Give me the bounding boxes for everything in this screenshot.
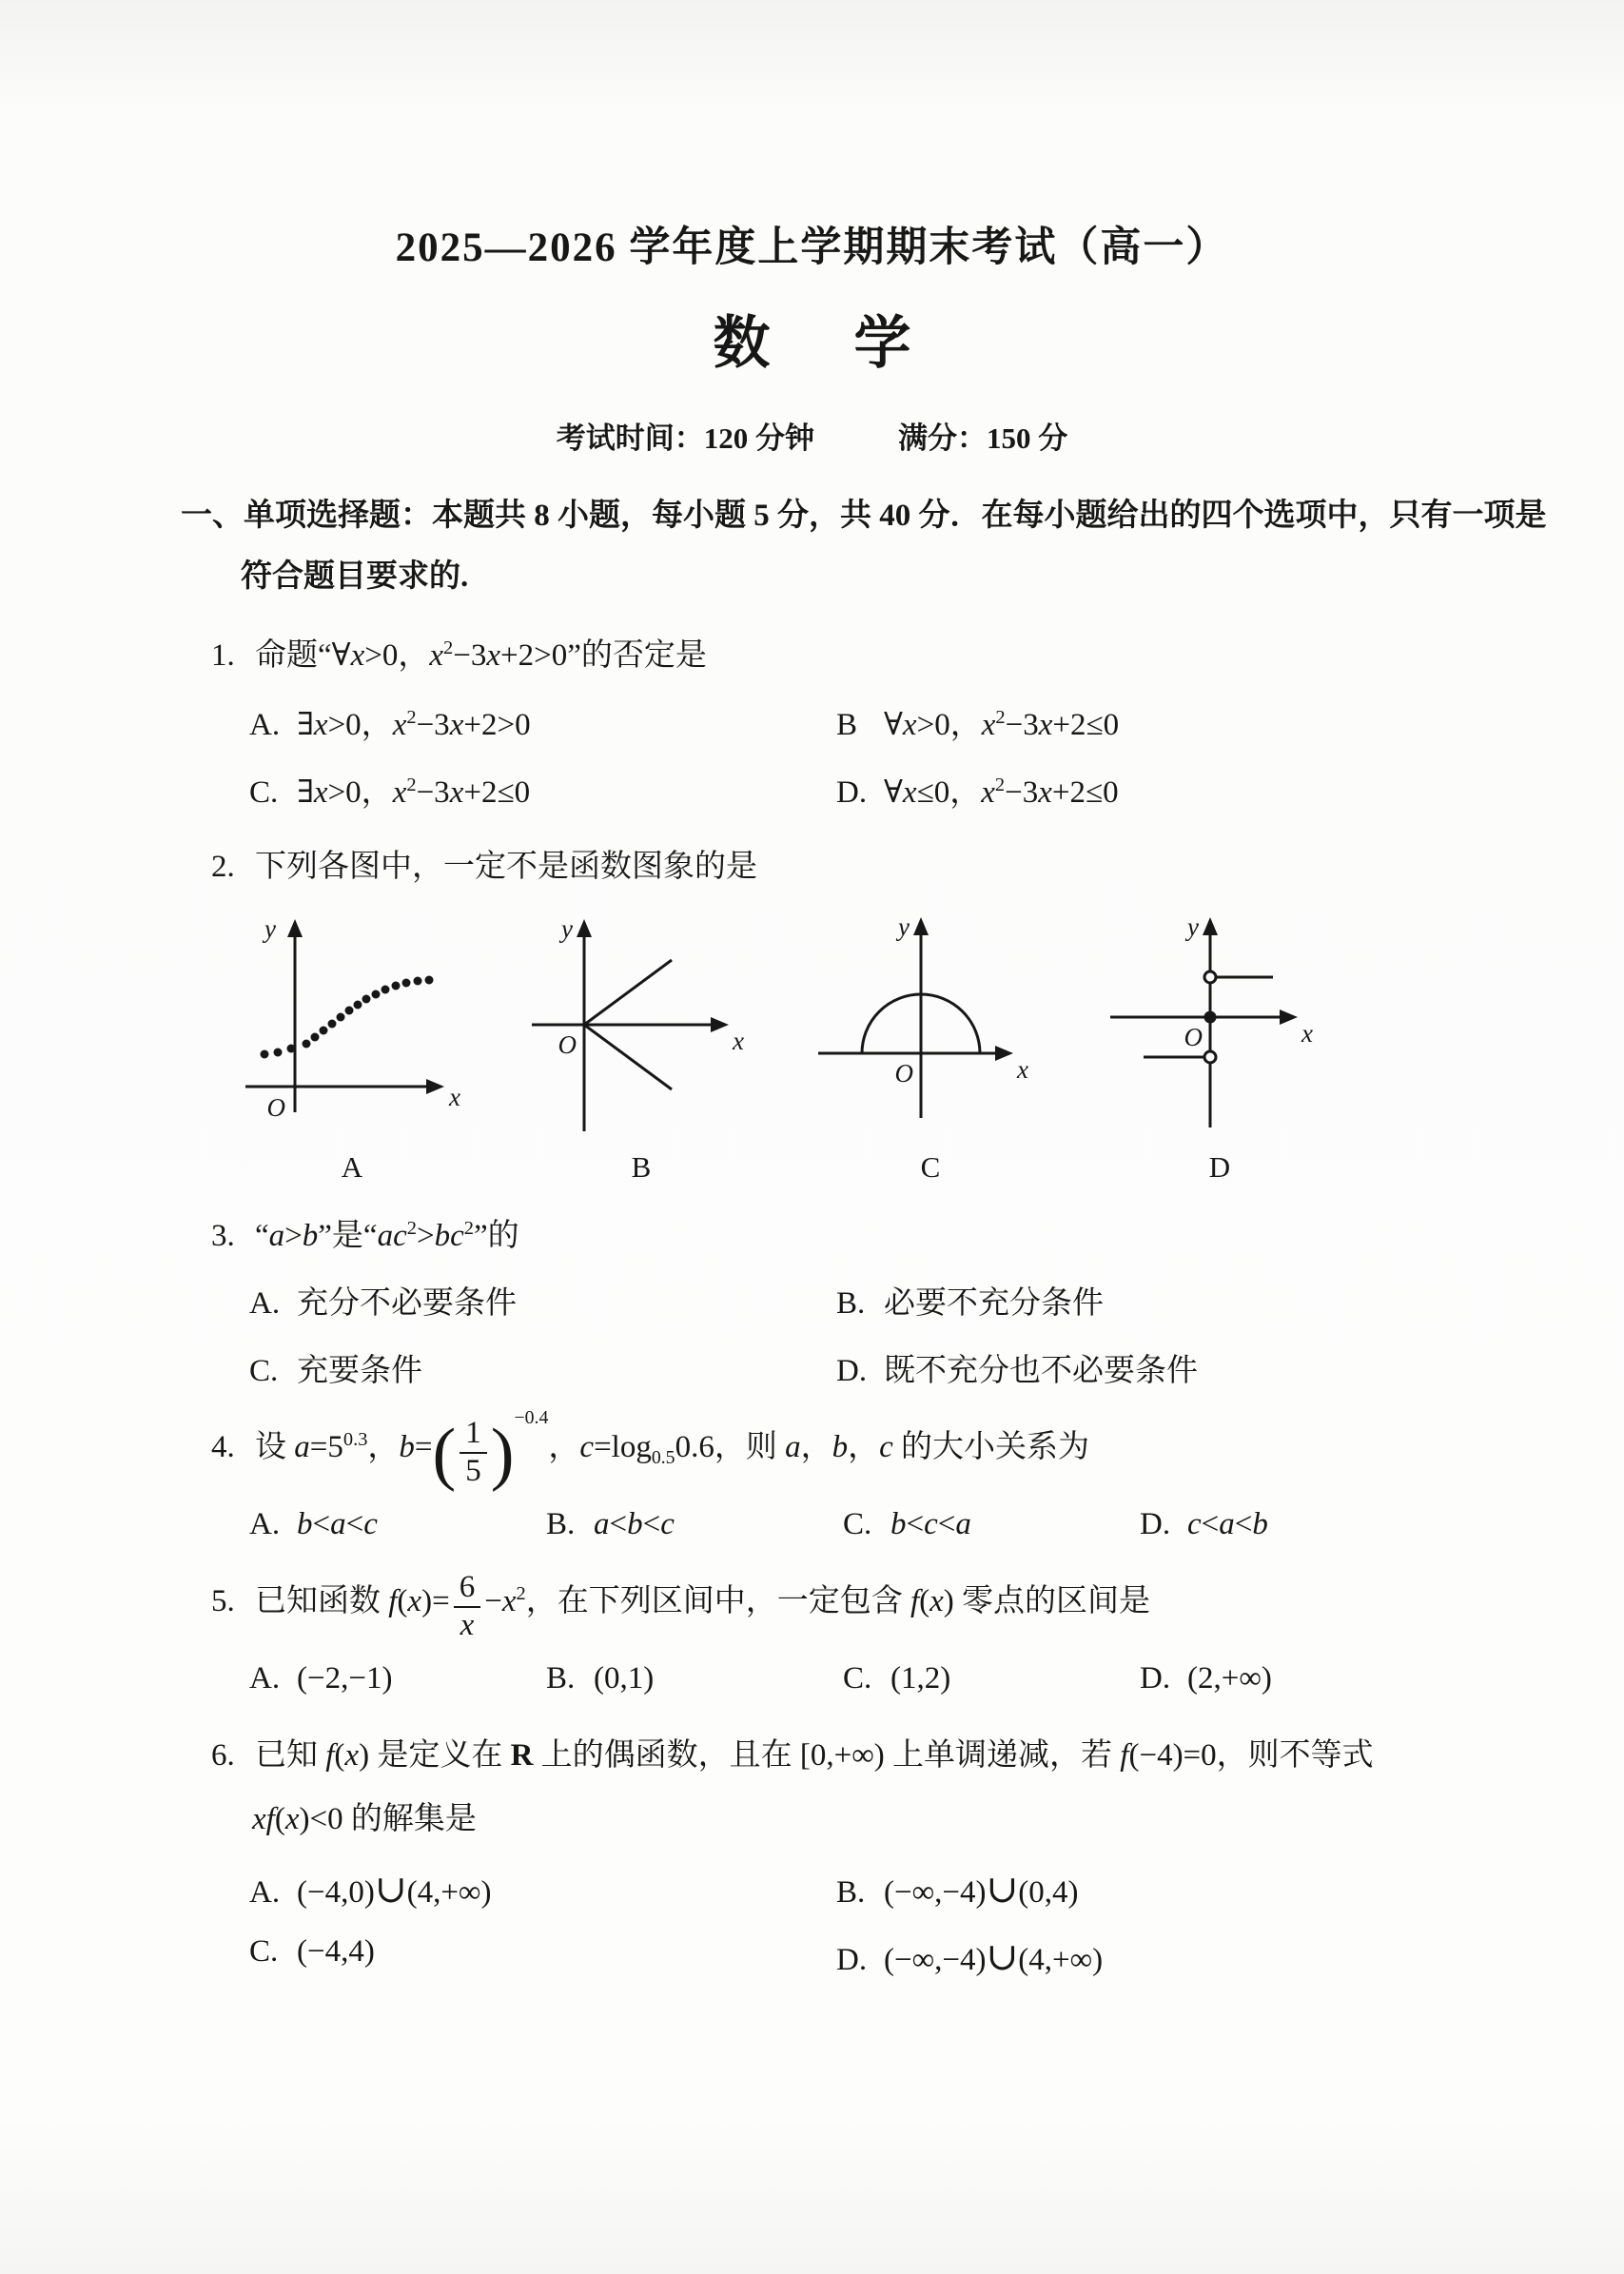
question-2 <box>0 840 1624 1185</box>
question-2-text: 下列各图中，一定不是函数图象的是 <box>255 849 757 884</box>
axis-x-label: x <box>733 1026 744 1055</box>
question-5-number: 5. <box>211 1584 235 1619</box>
q4-option-b: B. a<b<c <box>546 1507 675 1542</box>
graph-c-plot <box>807 911 1054 1148</box>
question-1-stem <box>211 629 1548 682</box>
question-4-text: 设 $a=5^{0.3}$，b=( $\frac{1}{5}$ )$^{-0.4}$，$c=\log_{0.5}0.6$，则 a，b，c 的大小关系为 <box>255 1407 1089 1493</box>
question-6-number: 6. <box>211 1738 235 1774</box>
question-5-options <box>249 1661 1567 1696</box>
question-5-text: 已知函数 f(x)= $\frac{6}{x}$ $-x^2$，在下列区间中，一定包含 f(x) 零点的区间是 <box>255 1570 1151 1642</box>
q4-option-c: C. b<c<a <box>843 1507 971 1542</box>
question-4-stem <box>211 1407 1548 1493</box>
q6-option-c: C. (−4,4) <box>249 1933 375 1969</box>
q3-option-a: A. 充分不必要条件 <box>249 1285 517 1321</box>
graph-a-label: A <box>341 1149 363 1184</box>
axis-origin-label: O <box>894 1058 913 1088</box>
question-3-options <box>249 1278 1567 1390</box>
q1-option-c: C. ∃x>0，$x^2-3x+2\le 0$ <box>249 774 531 810</box>
q1-option-d: D. ∀x≤0，$x^2-3x+2\le 0$ <box>836 774 1119 810</box>
question-6-text: 已知 f(x) 是定义在 R 上的偶函数，且在 [0,+∞) 上单调递减，若 f(−4)=0，则不等式 <box>255 1738 1374 1774</box>
graph-b-plot <box>518 911 765 1148</box>
axis-origin-label: O <box>1184 1022 1203 1051</box>
q2-graph-d <box>1096 911 1343 1185</box>
q6-option-d: D. (−∞,−4)∪(4,+∞) <box>836 1934 1104 1978</box>
q3-option-b: B. 必要不充分条件 <box>836 1285 1104 1321</box>
q5-option-b: B. (0,1) <box>546 1661 655 1696</box>
question-6 <box>0 1729 1624 1978</box>
question-4 <box>0 1407 1624 1542</box>
q5-option-a: A. (−2,−1) <box>249 1661 393 1696</box>
exam-subject: 数 学 <box>713 312 925 375</box>
q3-option-c: C. 充要条件 <box>249 1353 422 1388</box>
full-score: 满分：150 分 <box>898 421 1068 455</box>
exam-title: 2025—2026 学年度上学期期末考试（高一） <box>395 225 1229 270</box>
question-4-options <box>249 1507 1567 1542</box>
question-6-stem-line2: xf(x)<0 的解集是 <box>252 1801 477 1836</box>
axis-y-label: y <box>264 913 276 943</box>
question-5 <box>0 1571 1624 1696</box>
question-4-number: 4. <box>211 1429 235 1464</box>
q4-option-d: D. c<a<b <box>1140 1507 1268 1542</box>
exam-info-line <box>0 414 1624 457</box>
question-1-number: 1. <box>211 637 235 673</box>
question-3-text: “a>b”是“$ac^2>bc^2$”的 <box>255 1217 519 1253</box>
question-1 <box>0 629 1624 812</box>
q2-graph-c <box>807 911 1054 1185</box>
q6-option-b: B. (−∞,−4)∪(0,4) <box>836 1867 1079 1911</box>
q3-option-d: D. 既不充分也不必要条件 <box>836 1353 1198 1388</box>
axis-y-label: y <box>1187 912 1199 941</box>
axis-x-label: x <box>1017 1054 1028 1084</box>
question-2-number: 2. <box>211 849 235 884</box>
question-6-stem <box>211 1729 1548 1782</box>
axis-x-label: x <box>1301 1018 1313 1048</box>
q2-graph-a <box>228 911 476 1185</box>
graph-a-plot <box>228 911 476 1148</box>
q6-option-a: A. (−4,0)∪(4,+∞) <box>249 1867 492 1911</box>
q5-option-c: C. (1,2) <box>843 1661 951 1696</box>
axis-y-label: y <box>561 913 573 943</box>
question-1-options <box>249 699 1567 812</box>
graph-d-plot <box>1096 911 1343 1148</box>
q1-option-b: B ∀x>0，$x^2-3x+2\le 0$ <box>836 706 1120 742</box>
axis-x-label: x <box>449 1082 460 1111</box>
q1-option-a: A. ∃x>0，$x^2-3x+2>0$ <box>249 706 531 742</box>
graph-d-label: D <box>1208 1149 1231 1184</box>
question-3-number: 3. <box>211 1218 235 1253</box>
q5-option-d: D. (2,+∞) <box>1140 1661 1272 1696</box>
q4-option-a: A. b<a<c <box>249 1507 378 1542</box>
axis-origin-label: O <box>266 1092 285 1122</box>
graph-c-label: C <box>920 1149 941 1184</box>
section-one-heading: 一、单项选择题：本题共 8 小题，每小题 5 分，共 40 分．在每小题给出的四个选项中，只有一项是符合题目要求的. <box>181 499 1547 595</box>
question-5-stem <box>211 1571 1548 1642</box>
question-1-text: 命题“∀x>0，$x^2-3x+2>0$”的否定是 <box>255 637 707 673</box>
exam-time: 考试时间：120 分钟 <box>556 421 814 455</box>
axis-y-label: y <box>898 912 910 941</box>
q2-graph-b <box>518 911 765 1185</box>
question-2-graphs <box>228 911 1624 1185</box>
graph-b-label: B <box>631 1149 652 1184</box>
question-3-stem <box>211 1209 1548 1263</box>
question-6-options <box>249 1867 1567 1979</box>
question-2-stem <box>211 840 1548 893</box>
axis-origin-label: O <box>558 1029 577 1059</box>
question-3 <box>0 1209 1624 1390</box>
